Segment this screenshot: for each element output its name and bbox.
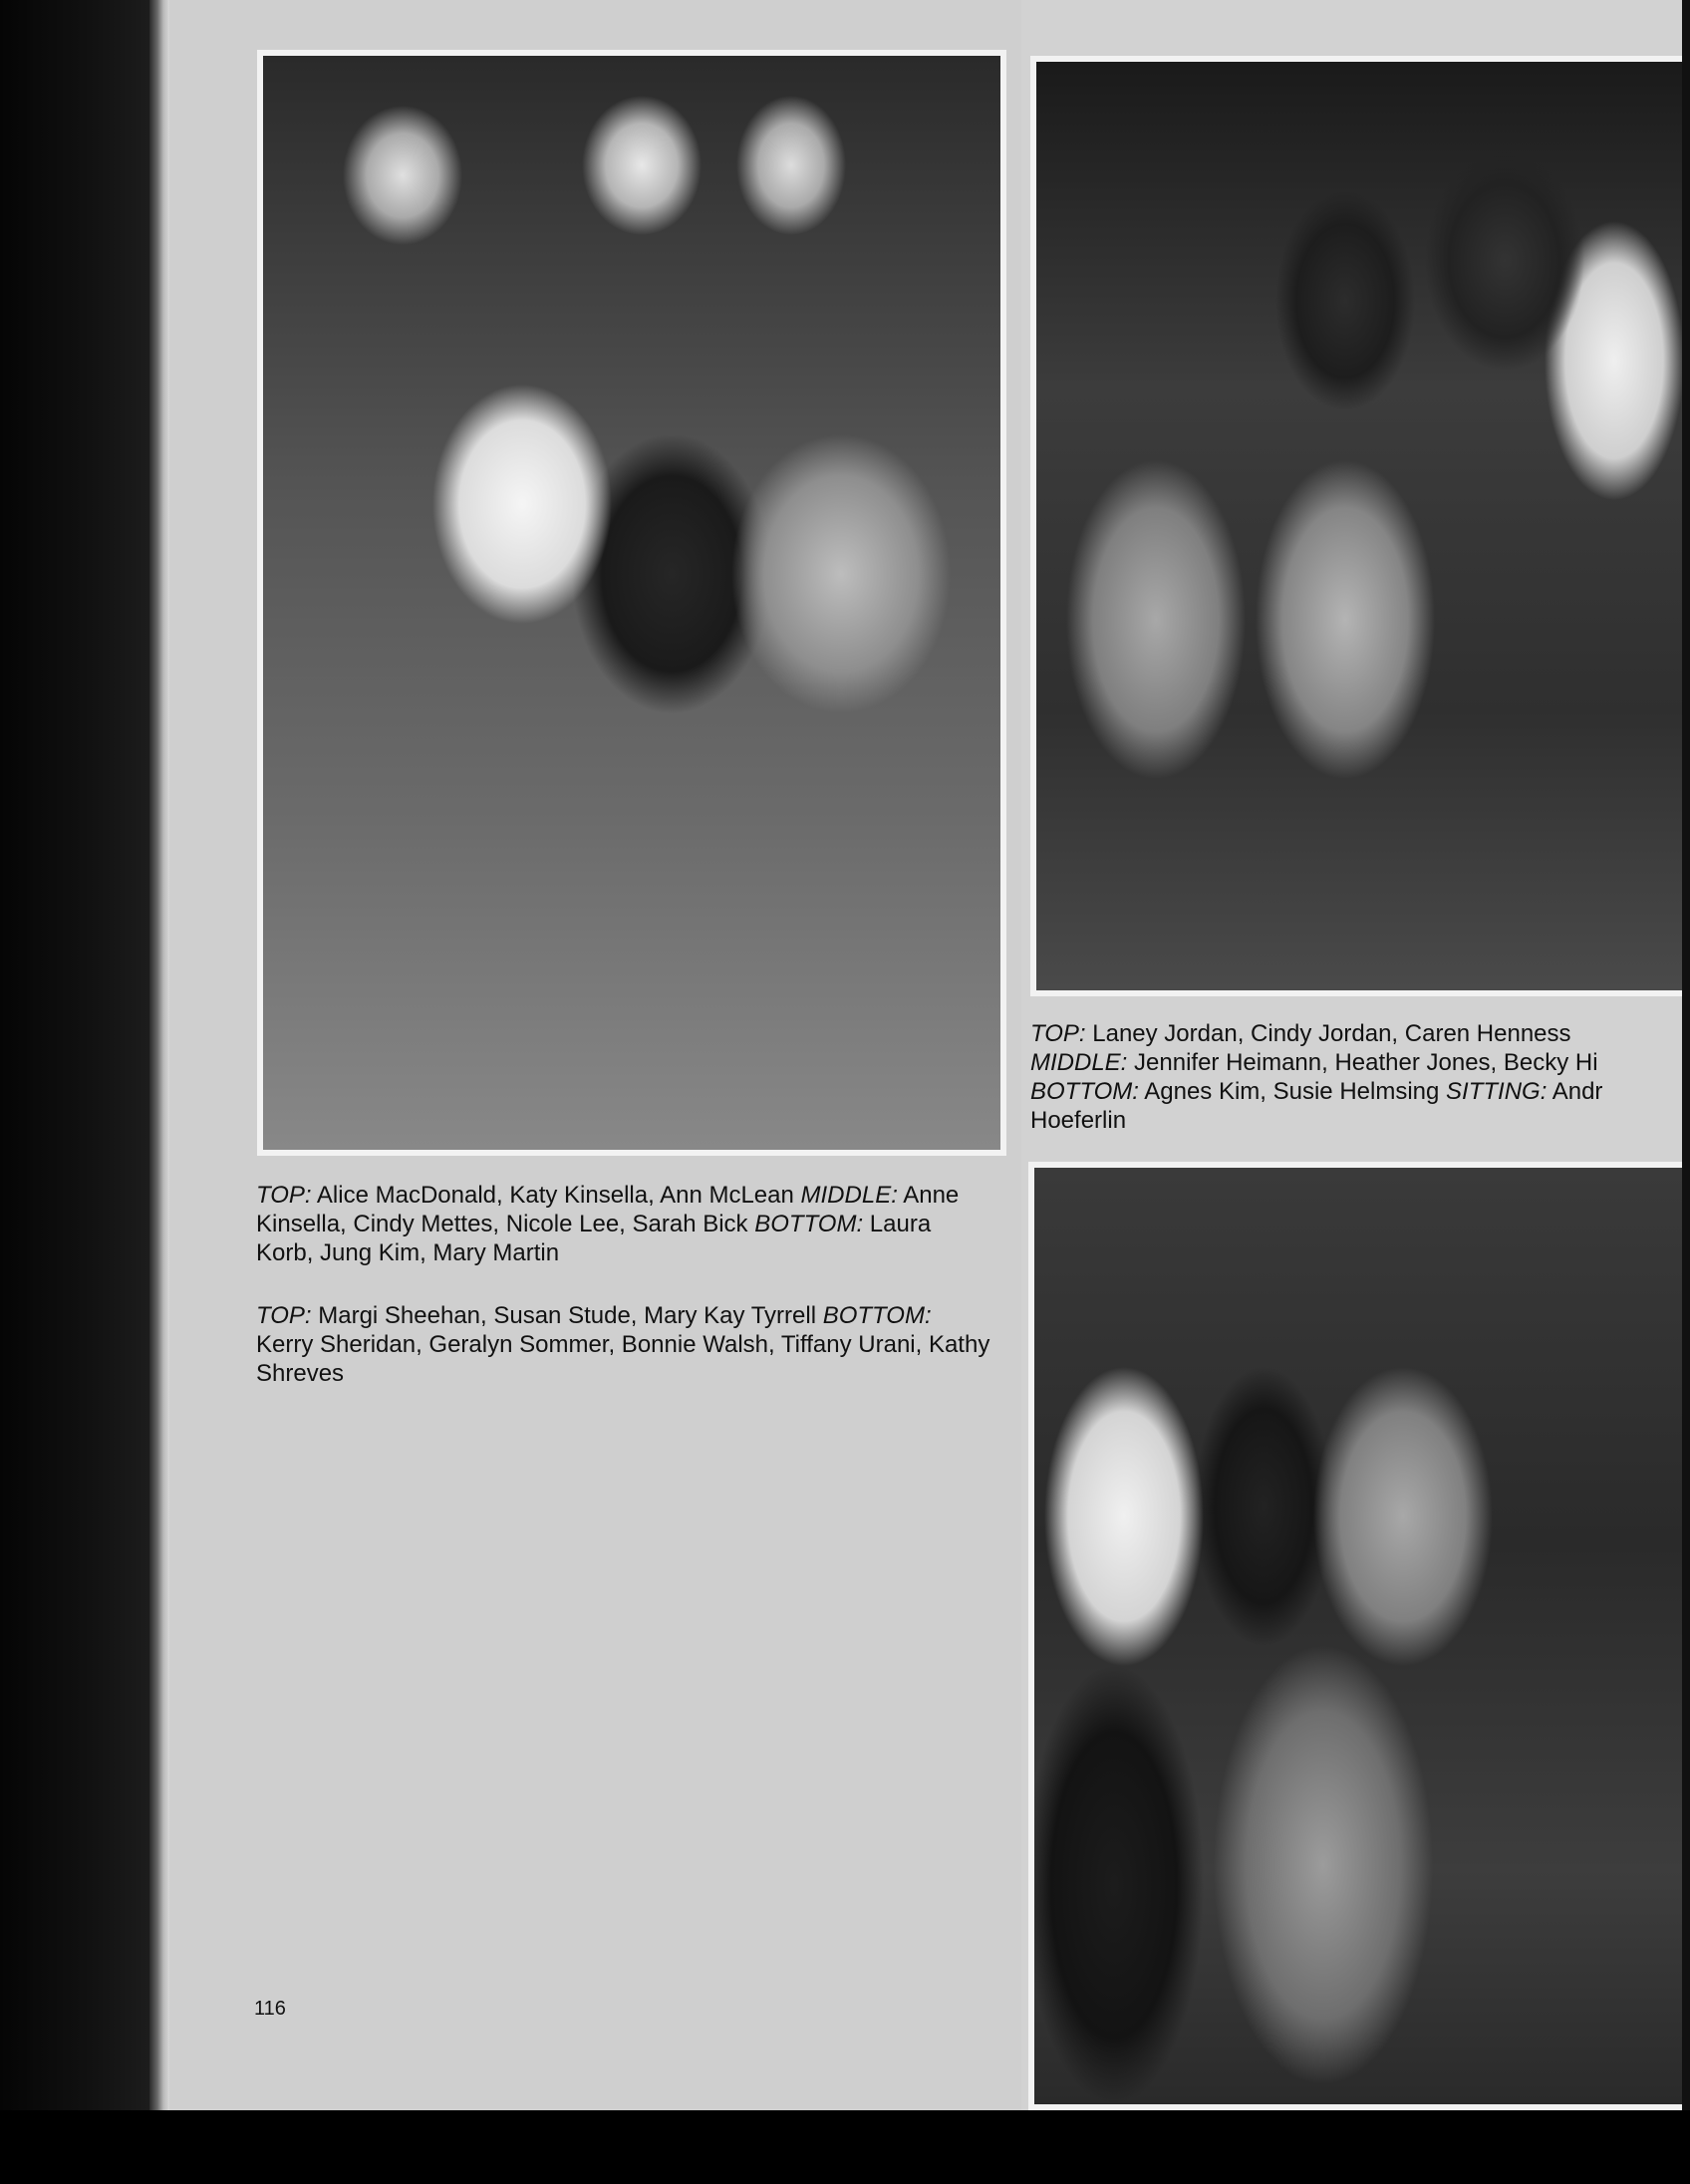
- caption-top-right-photo: [1030, 1019, 1688, 1135]
- photo-image: [263, 56, 1000, 1150]
- caption-line: [1030, 1077, 1688, 1106]
- caption-text: Laura Korb, Jung Kim, Mary Martin: [256, 1211, 932, 1266]
- page-edge: [149, 0, 169, 2112]
- page-edge-right: [1682, 0, 1690, 2112]
- photo-image: [1036, 62, 1690, 990]
- caption-label: SITTING:: [1446, 1078, 1548, 1105]
- caption-text: Jennifer Heimann, Heather Jones, Becky Hi: [1127, 1049, 1598, 1076]
- caption-bottom-right-photo: [256, 1301, 993, 1388]
- group-photo-top-right: [1030, 56, 1690, 996]
- caption-line: [1030, 1048, 1688, 1077]
- caption-label: MIDDLE:: [1030, 1049, 1128, 1076]
- photo-image: [1034, 1168, 1690, 2104]
- caption-left-photo: [256, 1181, 993, 1267]
- caption-label: TOP:: [256, 1302, 312, 1329]
- caption-line: [1030, 1019, 1688, 1048]
- caption-label: TOP:: [1030, 1020, 1086, 1047]
- caption-text: Hoeferlin: [1030, 1107, 1127, 1134]
- caption-label: MIDDLE:: [800, 1182, 898, 1209]
- caption-text: Anne Kinsella, Cindy Mettes, Nicole Lee, Sarah Bick: [256, 1182, 960, 1237]
- caption-text: Laney Jordan, Cindy Jordan, Caren Henness: [1085, 1020, 1571, 1047]
- group-photo-left: [257, 50, 1006, 1156]
- caption-label: BOTTOM:: [1030, 1078, 1139, 1105]
- caption-label: BOTTOM:: [822, 1302, 932, 1329]
- caption-line: [1030, 1106, 1688, 1135]
- caption-text: Alice MacDonald, Katy Kinsella, Ann McLean: [311, 1182, 801, 1209]
- scan-border-bottom: [0, 2110, 1690, 2184]
- caption-label: TOP:: [256, 1182, 312, 1209]
- book-spine: [0, 0, 149, 2112]
- caption-text: Agnes Kim, Susie Helmsing: [1138, 1078, 1447, 1105]
- group-photo-bottom-right: [1028, 1162, 1690, 2110]
- page-number: 116: [254, 1998, 286, 2020]
- caption-text: Margi Sheehan, Susan Stude, Mary Kay Tyrrell: [311, 1302, 823, 1329]
- caption-text: Andr: [1547, 1078, 1603, 1105]
- caption-text: Kerry Sheridan, Geralyn Sommer, Bonnie Walsh, Tiffany Urani, Kathy Shreves: [256, 1331, 990, 1387]
- caption-label: BOTTOM:: [754, 1211, 864, 1237]
